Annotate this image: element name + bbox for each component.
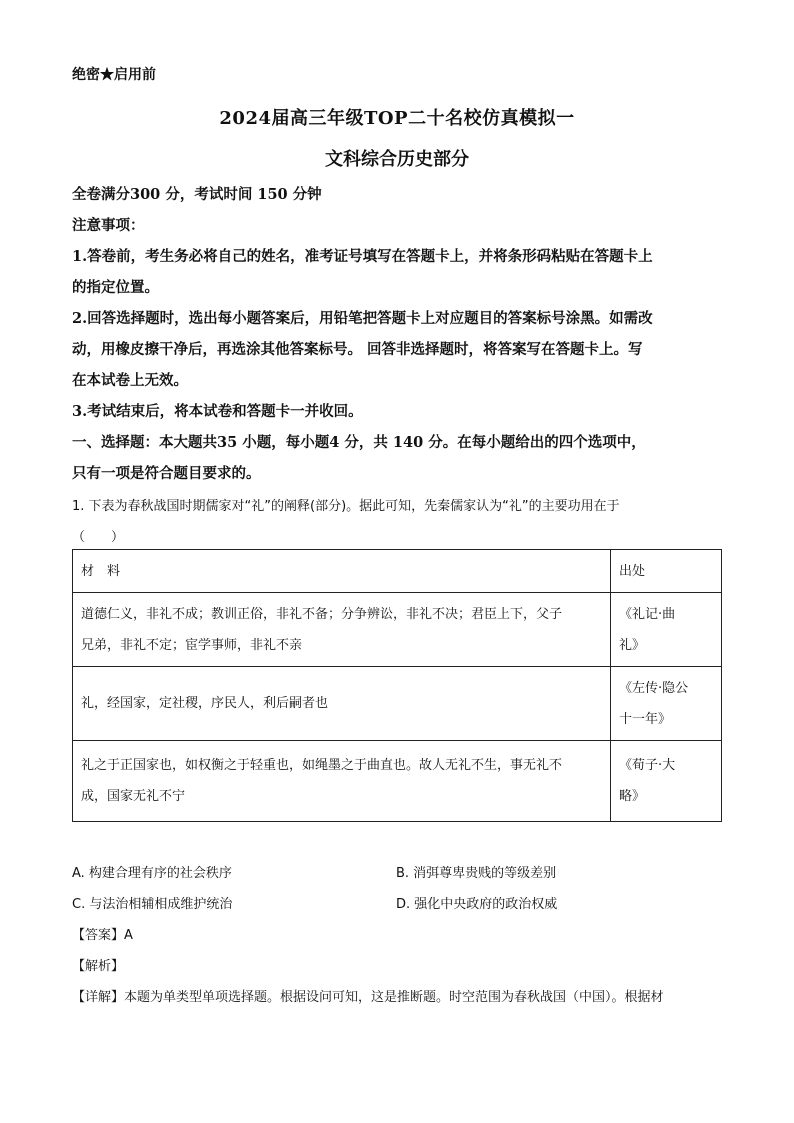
exam-title: 2024届高三年级TOP二十名校仿真模拟一 xyxy=(219,108,575,129)
table-row xyxy=(73,741,722,822)
material-line: 礼，经国家，定社稷，序民人，利后嗣者也 xyxy=(81,696,329,711)
source-line: 略》 xyxy=(619,789,646,804)
notice-item-2-line-2: 动，用橡皮擦干净后，再选涂其他答案标号。 回答非选择题时，将答案写在答题卡上。写 xyxy=(72,341,643,358)
detail-line: 【详解】本题为单类型单项选择题。根据设问可知，这是推断题。时空范围为春秋战国（中国）。根据材 xyxy=(72,990,664,1005)
notice-item-2-line-1: 2.回答选择题时，选出每小题答案后，用铅笔把答题卡上对应题目的答案标号涂黑。如需改 xyxy=(72,310,653,327)
option-c: C. 与法治相辅相成维护统治 xyxy=(72,897,233,912)
material-cell xyxy=(73,593,611,667)
notice-label: 注意事项： xyxy=(72,217,145,234)
header-source: 出处 xyxy=(611,550,722,593)
option-d: D. 强化中央政府的政治权威 xyxy=(396,897,558,912)
answer-line: 【答案】A xyxy=(72,928,133,943)
notice-item-3: 3.考试结束后，将本试卷和答题卡一并收回。 xyxy=(72,403,363,420)
table-row xyxy=(73,667,722,741)
header-material: 材 料 xyxy=(73,550,611,593)
notice-item-1-line-1: 1.答卷前，考生务必将自己的姓名，准考证号填写在答题卡上，并将条形码粘贴在答题卡上 xyxy=(72,248,653,265)
section-heading-line-1: 一、选择题：本大题共35 小题，每小题4 分，共 140 分。在每小题给出的四个选项中， xyxy=(72,434,646,451)
material-cell xyxy=(73,667,611,741)
material-cell xyxy=(73,741,611,822)
material-line: 兄弟，非礼不定；宦学事师，非礼不亲 xyxy=(81,637,303,653)
notice-item-1-line-2: 的指定位置。 xyxy=(72,279,159,296)
material-line: 成，国家无礼不宁 xyxy=(81,789,186,804)
question-1-stem: 1. 下表为春秋战国时期儒家对“礼”的阐释(部分)。据此可知，先秦儒家认为“礼”的主要功用在于 xyxy=(72,499,620,514)
source-line: 《左传·隐公 xyxy=(619,680,689,696)
material-line: 道德仁义，非礼不成；教训正俗，非礼不备；分争辨讼，非礼不决；君臣上下，父子 xyxy=(81,606,563,622)
table-row xyxy=(73,593,722,667)
exam-subtitle: 文科综合历史部分 xyxy=(325,149,469,170)
confidential-label: 绝密★启用前 xyxy=(72,67,156,83)
question-1-paren: （ ） xyxy=(72,530,125,545)
source-cell xyxy=(611,667,722,741)
source-cell xyxy=(611,593,722,667)
score-time-note: 全卷满分300 分，考试时间 150 分钟 xyxy=(72,186,322,203)
notice-item-2-line-3: 在本试卷上无效。 xyxy=(72,372,188,389)
source-line: 《荀子·大 xyxy=(619,758,676,773)
material-table xyxy=(72,549,722,822)
source-cell xyxy=(611,741,722,822)
source-line: 十一年》 xyxy=(619,711,672,727)
option-a: A. 构建合理有序的社会秩序 xyxy=(72,866,232,881)
table-header-row xyxy=(73,550,722,593)
section-heading-line-2: 只有一项是符合题目要求的。 xyxy=(72,465,261,482)
source-line: 礼》 xyxy=(619,637,646,653)
analysis-label: 【解析】 xyxy=(72,959,125,974)
material-line: 礼之于正国家也，如权衡之于轻重也，如绳墨之于曲直也。故人无礼不生，事无礼不 xyxy=(81,758,563,773)
source-line: 《礼记·曲 xyxy=(619,606,676,622)
option-b: B. 消弭尊卑贵贱的等级差别 xyxy=(396,866,557,881)
